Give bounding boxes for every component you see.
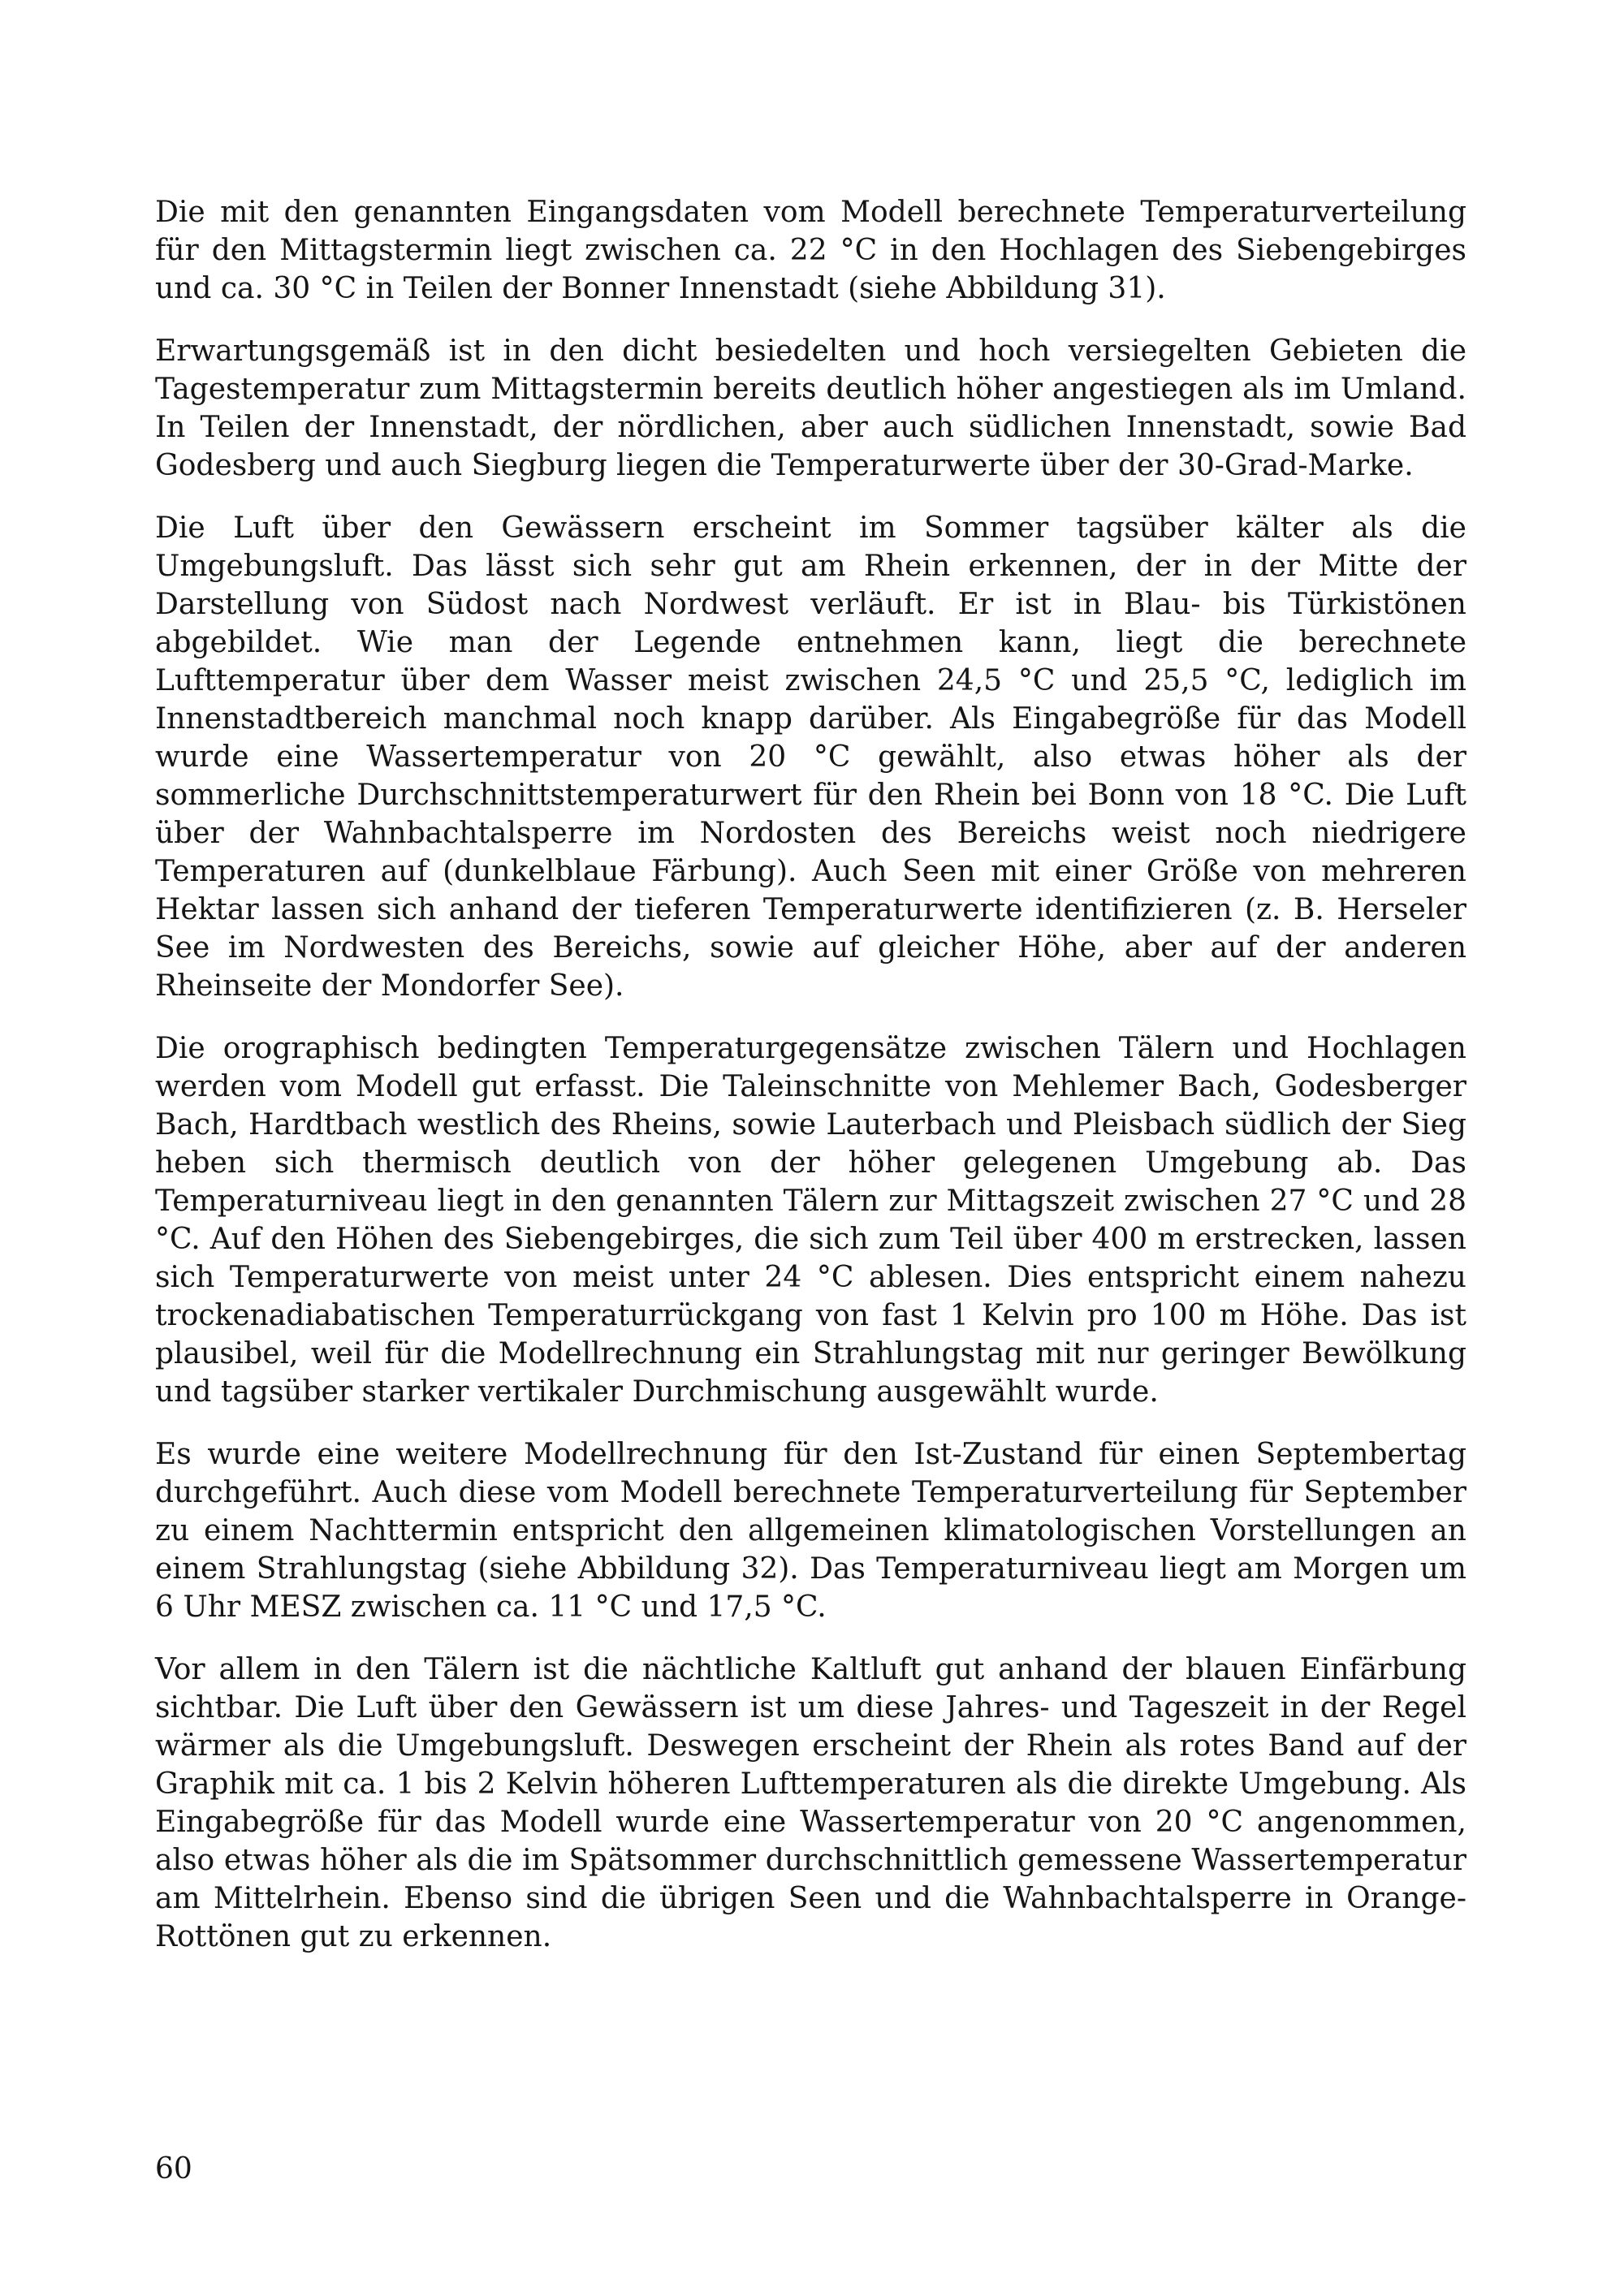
body-text: [155, 193, 1466, 1980]
paragraph-2: Erwartungsgemäß ist in den dicht besiedelten und hoch versiegelten Gebieten die Tagestemperatur zum Mittagstermin bereits deutlich höher angestiegen als im Umland. In Teilen der Innenstadt, der nördlichen, aber auch südlichen Innenstadt, sowie Bad Godesberg und auch Siegburg liegen die Temperaturwerte über der 30-Grad-Marke.: [155, 334, 1466, 482]
paragraph-4: Die orographisch bedingten Temperaturgegensätze zwischen Tälern und Hochlagen werden vom Modell gut erfasst. Die Taleinschnitte von Mehlemer Bach, Godesberger Bach, Hardtbach westlich des Rheins, sowie Lauterbach und Pleisbach südlich der Sieg heben sich thermisch deutlich von der höher gelegenen Umgebung ab. Das Temperaturniveau liegt in den genannten Tälern zur Mittagszeit zwischen 27 °C und 28 °C. Auf den Höhen des Siebengebirges, die sich zum Teil über 400 m erstrecken, lassen sich Temperaturwerte von meist unter 24 °C ablesen. Dies entspricht einem nahezu trockenadiabatischen Temperaturrückgang von fast 1 Kelvin pro 100 m Höhe. Das ist plausibel, weil für die Modellrechnung ein Strahlungstag mit nur geringer Bewölkung und tagsüber starker vertikaler Durchmischung ausgewählt wurde.: [155, 1032, 1466, 1409]
paragraph-3: Die Luft über den Gewässern erscheint im Sommer tagsüber kälter als die Umgebungsluft. Das lässt sich sehr gut am Rhein erkennen, der in der Mitte der Darstellung von Südost nach Nordwest verläuft. Er ist in Blau- bis Türkistönen abgebildet. Wie man der Legende entnehmen kann, liegt die berechnete Lufttemperatur über dem Wasser meist zwischen 24,5 °C und 25,5 °C, lediglich im Innenstadtbereich manchmal noch knapp darüber. Als Eingabegröße für das Modell wurde eine Wassertemperatur von 20 °C gewählt, also etwas höher als der sommerliche Durchschnittstemperaturwert für den Rhein bei Bonn von 18 °C. Die Luft über der Wahnbachtalsperre im Nordosten des Bereichs weist noch niedrigere Temperaturen auf (dunkelblaue Färbung). Auch Seen mit einer Größe von mehreren Hektar lassen sich anhand der tieferen Temperaturwerte identifizieren (z. B. Herseler See im Nordwesten des Bereichs, sowie auf gleicher Höhe, aber auf der anderen Rheinseite der Mondorfer See).: [155, 511, 1466, 1003]
paragraph-6: Vor allem in den Tälern ist die nächtliche Kaltluft gut anhand der blauen Einfärbung sichtbar. Die Luft über den Gewässern ist um diese Jahres- und Tageszeit in der Regel wärmer als die Umgebungsluft. Deswegen erscheint der Rhein als rotes Band auf der Graphik mit ca. 1 bis 2 Kelvin höheren Lufttemperaturen als die direkte Umgebung. Als Eingabegröße für das Modell wurde eine Wassertemperatur von 20 °C angenommen, also etwas höher als die im Spätsommer durchschnittlich gemessene Wassertemperatur am Mittelrhein. Ebenso sind die übrigen Seen und die Wahnbachtalsperre in Orange-Rottönen gut zu erkennen.: [155, 1653, 1466, 1953]
paragraph-5: Es wurde eine weitere Modellrechnung für den Ist-Zustand für einen Septembertag durchgeführt. Auch diese vom Modell berechnete Temperaturverteilung für September zu einem Nachttermin entspricht den allgemeinen klimatologischen Vorstellungen an einem Strahlungstag (siehe Abbildung 32). Das Temperaturniveau liegt am Morgen um 6 Uhr MESZ zwischen ca. 11 °C und 17,5 °C.: [155, 1438, 1466, 1624]
page-number: 60: [155, 2152, 192, 2186]
paragraph-1: Die mit den genannten Eingangsdaten vom Modell berechnete Temperaturverteilung für den Mittagstermin liegt zwischen ca. 22 °C in den Hochlagen des Siebengebirges und ca. 30 °C in Teilen der Bonner Innenstadt (siehe Abbildung 31).: [155, 196, 1466, 305]
